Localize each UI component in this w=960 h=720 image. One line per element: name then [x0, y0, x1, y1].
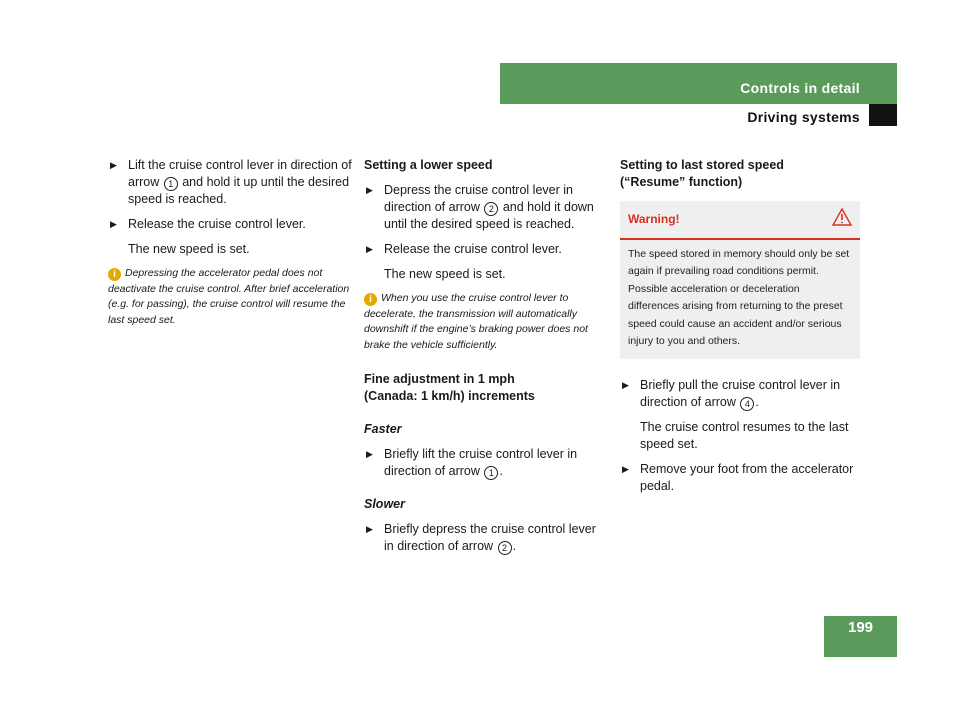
bullet-arrow-icon: ▶: [622, 379, 629, 390]
bullet-arrow-icon: ▶: [366, 244, 373, 254]
bullet-arrow-icon: ▶: [110, 160, 117, 170]
step-text: .: [512, 539, 517, 553]
bullet-arrow-icon: ▶: [366, 449, 373, 459]
step-text: Release the cruise control lever.: [128, 217, 306, 231]
section-heading: Setting a lower speed: [364, 158, 493, 172]
result-text: The cruise control resumes to the last speed set.: [640, 419, 849, 451]
step-text: Depress the cruise control lever in direction of arrow: [384, 183, 573, 214]
column-1: [108, 157, 353, 340]
note-text: Depressing the accelerator pedal does not deactivate the cruise control. After brief acceleration (e.g. for passing), the cruise control will resume the last speed set.: [108, 267, 350, 326]
instruction-step: [364, 241, 609, 258]
warning-triangle-icon: [832, 208, 852, 226]
info-note: [108, 266, 353, 328]
section-title: Controls in detail: [740, 80, 860, 96]
info-icon: i: [108, 268, 121, 281]
arrow-marker-4: 4: [740, 397, 754, 411]
subheading-faster: Faster: [364, 422, 402, 436]
instruction-step: [364, 182, 609, 233]
step-text: and hold it up until the desired speed is reached.: [128, 175, 350, 206]
arrow-marker-1: 1: [164, 177, 178, 191]
section-tab-marker: [869, 104, 897, 126]
step-text: Release the cruise control lever.: [384, 242, 562, 256]
bullet-arrow-icon: ▶: [622, 463, 629, 474]
info-note: [364, 291, 609, 353]
step-text: .: [755, 394, 759, 409]
arrow-marker-2: 2: [498, 541, 512, 555]
subheading-slower: Slower: [364, 497, 405, 511]
instruction-step: [620, 461, 865, 495]
step-text: Briefly lift the cruise control lever in direction of arrow: [384, 447, 578, 478]
bullet-arrow-icon: ▶: [110, 219, 117, 229]
heading-line: (Canada: 1 km/h) increments: [364, 389, 535, 403]
section-heading: [364, 371, 609, 405]
step-text: .: [499, 464, 503, 478]
note-text: When you use the cruise control lever to decelerate, the transmission will automatically downshift if the engine’s braking power does not brake the vehicle sufficiently.: [364, 292, 588, 351]
instruction-step: [108, 216, 353, 233]
heading-line: (“Resume” function): [620, 175, 743, 189]
step-text: Briefly pull the cruise control lever in direction of arrow: [640, 377, 841, 409]
heading-line: Fine adjustment in 1 mph: [364, 372, 515, 386]
arrow-marker-2: 2: [484, 202, 498, 216]
heading-line: Setting to last stored speed: [620, 158, 784, 172]
step-text: Remove your foot from the accelerator pedal.: [640, 461, 854, 493]
result-text: The new speed is set.: [384, 267, 506, 281]
warning-text: The speed stored in memory should only be set again if prevailing road conditions permit. Possible acceleration or deceleration differences arising from returning to the preset speed could cause an accident and/or serious injury to you and others.: [628, 247, 850, 347]
section-heading: [620, 157, 865, 191]
step-text: Lift the cruise control lever in direction of arrow: [128, 158, 352, 189]
arrow-marker-1: 1: [484, 466, 498, 480]
subsection-title: Driving systems: [747, 109, 860, 125]
instruction-step: [108, 157, 353, 208]
step-text: Briefly depress the cruise control lever in direction of arrow: [384, 522, 596, 553]
warning-box: [620, 201, 860, 359]
bullet-arrow-icon: ▶: [366, 524, 373, 534]
info-icon: i: [364, 293, 377, 306]
instruction-step: [620, 377, 865, 411]
page-number: 199: [847, 619, 874, 636]
warning-header: [620, 201, 860, 240]
bullet-arrow-icon: ▶: [366, 185, 373, 195]
step-text: and hold it down until the desired speed is reached.: [384, 200, 594, 231]
instruction-step: [364, 521, 609, 555]
column-2: [364, 157, 609, 563]
instruction-step: [364, 446, 609, 480]
result-text: The new speed is set.: [128, 242, 250, 256]
column-3: [620, 157, 865, 503]
warning-title: Warning!: [628, 212, 680, 226]
